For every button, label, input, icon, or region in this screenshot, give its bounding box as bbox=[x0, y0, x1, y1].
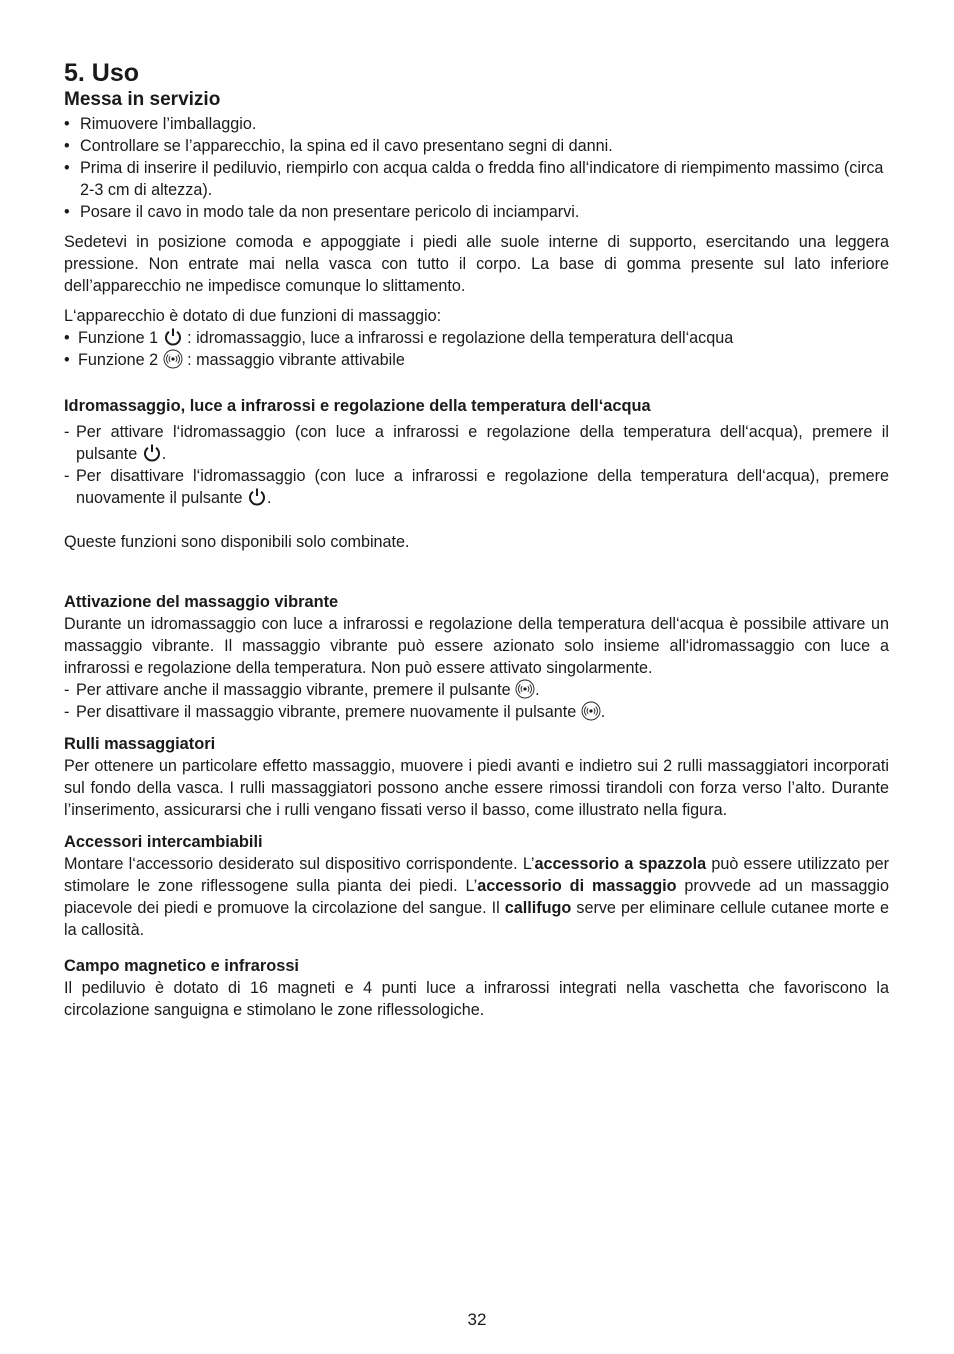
document-page bbox=[64, 58, 889, 1021]
vibration-icon bbox=[515, 679, 535, 699]
vibration-icon bbox=[163, 349, 183, 369]
accessorio-spazzola-bold: accessorio a spazzola bbox=[534, 855, 707, 873]
period: . bbox=[535, 681, 540, 699]
callifugo-bold: callifugo bbox=[504, 899, 572, 917]
page-number: 32 bbox=[467, 1310, 487, 1329]
paragraph-campo: Il pediluvio è dotato di 16 magneti e 4 punti luce a infrarossi integrati nella vaschetta che favoriscono la circolazione sanguigna e stimolano le zone riflessologiche. bbox=[64, 979, 889, 1019]
heading-accessori: Accessori intercambiabili bbox=[64, 833, 263, 851]
list-item bbox=[64, 421, 889, 465]
paragraph-functions-intro: L‘apparecchio è dotato di due funzioni di massaggio: bbox=[64, 307, 442, 325]
function-1-description: : idromassaggio, luce a infrarossi e regolazione della temperatura dell‘acqua bbox=[187, 329, 734, 347]
accessori-text-4: serve per eliminare cellule cutanee morte e la callosità. bbox=[64, 899, 890, 939]
vibration-icon bbox=[581, 701, 601, 721]
list-item bbox=[64, 701, 889, 723]
function-2-label: Funzione 2 bbox=[78, 351, 159, 369]
function-1-label: Funzione 1 bbox=[78, 329, 159, 347]
period: . bbox=[600, 703, 606, 721]
heading-campo-magnetico: Campo magnetico e infrarossi bbox=[64, 957, 299, 975]
list-item: • Rimuovere l’imballaggio. bbox=[64, 113, 889, 135]
vibrante-instructions bbox=[64, 679, 889, 723]
heading-idromassaggio: Idromassaggio, luce a infrarossi e regolazione della temperatura dell‘acqua bbox=[64, 397, 651, 415]
idro-instructions bbox=[64, 421, 889, 509]
function-1-item bbox=[64, 327, 889, 349]
accessori-text-3: provvede ad un massaggio piacevole dei piedi e promuove la circolazione del sangue. Il bbox=[64, 877, 889, 917]
heading-messa-in-servizio: Messa in servizio bbox=[64, 89, 221, 110]
paragraph-combined-note: Queste funzioni sono disponibili solo combinate. bbox=[64, 533, 410, 551]
list-item: • Prima di inserire il pediluvio, riempirlo con acqua calda o fredda fino all‘indicatore di riempimento massimo (circa 2-3 cm di altezza). bbox=[64, 157, 889, 201]
heading-massaggio-vibrante: Attivazione del massaggio vibrante bbox=[64, 593, 339, 611]
function-2-description: : massaggio vibrante attivabile bbox=[187, 351, 405, 369]
accessorio-massaggio-bold: accessorio di massaggio bbox=[477, 877, 677, 895]
vibrante-activate-text: Per attivare anche il massaggio vibrante, premere il pulsante bbox=[76, 681, 511, 699]
list-item: • Controllare se l’apparecchio, la spina ed il cavo presentano segni di danni. bbox=[64, 135, 889, 157]
idro-activate-text: Per attivare l‘idromassaggio (con luce a infrarossi e regolazione della temperatura dell‘acqua), premere il pulsante bbox=[76, 423, 889, 463]
period: . bbox=[161, 445, 167, 463]
accessori-text-2: può essere utilizzato per stimolare le zone riflessogene sulla pianta dei piedi. L’ bbox=[64, 855, 889, 895]
accessori-text-1: Montare l‘accessorio desiderato sul dispositivo corrispondente. L’ bbox=[64, 855, 535, 873]
power-icon bbox=[142, 443, 162, 463]
period: . bbox=[266, 489, 272, 507]
power-icon bbox=[163, 327, 183, 347]
page-title: 5. Uso bbox=[64, 59, 140, 87]
idro-deactivate-text: Per disattivare l‘idromassaggio (con luce a infrarossi e regolazione della temperatura dell‘acqua), premere nuovamente il pulsante bbox=[76, 467, 889, 507]
heading-rulli-massaggiatori: Rulli massaggiatori bbox=[64, 735, 216, 753]
paragraph-accessori bbox=[64, 853, 889, 941]
paragraph-vibrante: Durante un idromassaggio con luce a infrarossi e regolazione della temperatura dell‘acqua è possibile attivare un massaggio vibrante. Il massaggio vibrante può essere azionato solo insieme all‘idromassaggio con luce a infrarossi e regolazione della temperatura. Non può essere attivato singolarmente. bbox=[64, 615, 889, 677]
function-2-item bbox=[64, 349, 889, 371]
vibrante-deactivate-text: Per disattivare il massaggio vibrante, premere nuovamente il pulsante bbox=[76, 703, 577, 721]
paragraph-seating: Sedetevi in posizione comoda e appoggiate i piedi alle suole interne di supporto, esercitando una leggera pressione. Non entrate mai nella vasca con tutto il corpo. La base di gomma presente sul lato inferiore dell’apparecchio ne impedisce comunque lo slittamento. bbox=[64, 233, 889, 295]
setup-bullet-list bbox=[64, 113, 889, 223]
list-item bbox=[64, 465, 889, 509]
list-item: • Posare il cavo in modo tale da non presentare pericolo di inciamparvi. bbox=[64, 201, 889, 223]
functions-list bbox=[64, 327, 889, 371]
power-icon bbox=[247, 487, 267, 507]
paragraph-rulli: Per ottenere un particolare effetto massaggio, muovere i piedi avanti e indietro sui 2 rulli massaggiatori incorporati sul fondo della vasca. I rulli massaggiatori possono anche essere rimossi tirandoli con forza verso l’alto. Durante l’inserimento, assicurarsi che i rulli vengano fissati verso il basso, come illustrato nella figura. bbox=[64, 757, 889, 819]
list-item bbox=[64, 679, 889, 701]
